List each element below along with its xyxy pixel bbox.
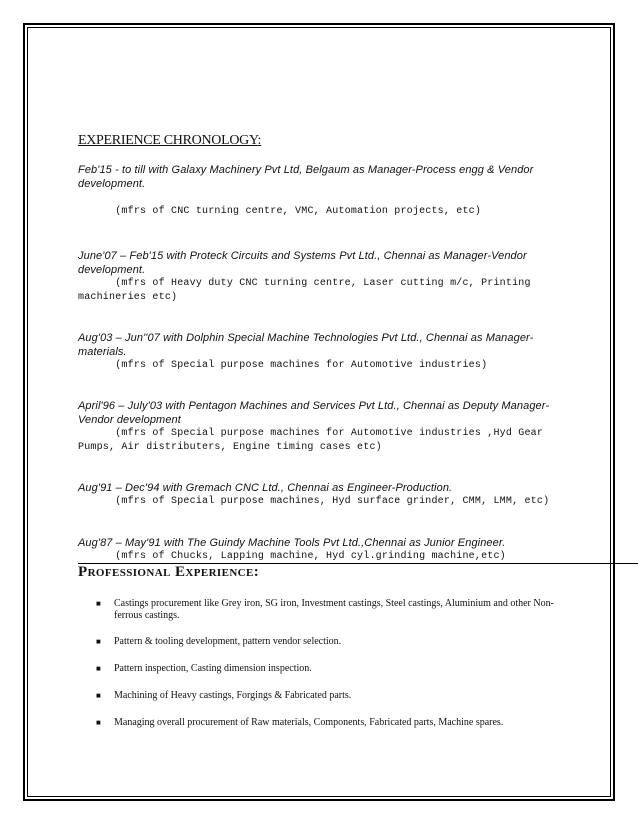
bullet-icon: ■ (96, 664, 101, 673)
entry-heading: Aug'87 – May'91 with The Guindy Machine Tools Pvt Ltd.,Chennai as Junior Engineer. (78, 537, 506, 549)
experience-entry (78, 399, 558, 455)
experience-entry (78, 249, 558, 305)
experience-entry (78, 481, 558, 509)
bullet-icon: ■ (96, 637, 101, 646)
list-item (96, 690, 566, 702)
bullet-icon: ■ (96, 691, 101, 700)
entry-description: (mfrs of Special purpose machines, Hyd surface grinder, CMM, LMM, etc) (78, 496, 550, 507)
bullet-icon: ■ (96, 718, 101, 727)
entry-description: (mfrs of Heavy duty CNC turning centre, Laser cutting m/c, Printing machineries etc) (78, 278, 537, 303)
experience-chronology-heading: EXPERIENCE CHRONOLOGY: (78, 133, 262, 148)
list-item-text: Pattern & tooling development, pattern vendor selection. (114, 636, 342, 647)
professional-experience-heading: Professional Experience: (78, 564, 260, 580)
entry-description: (mfrs of Special purpose machines for Automotive industries) (78, 360, 488, 371)
list-item-text: Managing overall procurement of Raw materials, Components, Fabricated parts, Machine spares. (114, 717, 504, 728)
list-item (96, 636, 566, 648)
experience-entry (78, 536, 558, 564)
experience-entry (78, 163, 558, 219)
entry-heading: April'96 – July'03 with Pentagon Machines and Services Pvt Ltd., Chennai as Deputy Manager-Vendor development (78, 400, 550, 426)
entry-description: (mfrs of CNC turning centre, VMC, Automation projects, etc) (115, 206, 482, 217)
entry-heading: Aug'03 – Jun''07 with Dolphin Special Machine Technologies Pvt Ltd., Chennai as Manager-materials. (78, 332, 534, 358)
entry-heading: Aug'91 – Dec'94 with Gremach CNC Ltd., Chennai as Engineer-Production. (78, 482, 453, 494)
entry-heading: Feb'15 - to till with Galaxy Machinery Pvt Ltd, Belgaum as Manager-Process engg & Vendor development. (78, 164, 534, 190)
experience-entry (78, 331, 558, 373)
professional-experience-list (96, 598, 566, 729)
list-item (96, 663, 566, 675)
entry-heading: June'07 – Feb'15 with Proteck Circuits and Systems Pvt Ltd., Chennai as Manager-Vendor development. (78, 250, 527, 276)
list-item (96, 717, 566, 729)
bullet-icon: ■ (96, 599, 101, 608)
entry-description: (mfrs of Special purpose machines for Automotive industries ,Hyd Gear Pumps, Air distributers, Engine timing cases etc) (78, 428, 550, 453)
list-item (96, 598, 566, 622)
list-item-text: Castings procurement like Grey iron, SG iron, Investment castings, Steel castings, Aluminium and other Non-ferrous castings. (114, 598, 554, 621)
list-item-text: Machining of Heavy castings, Forgings & Fabricated parts. (114, 690, 352, 701)
entry-description: (mfrs of Chucks, Lapping machine, Hyd cyl.grinding machine,etc) (78, 551, 506, 562)
list-item-text: Pattern inspection, Casting dimension inspection. (114, 663, 312, 674)
